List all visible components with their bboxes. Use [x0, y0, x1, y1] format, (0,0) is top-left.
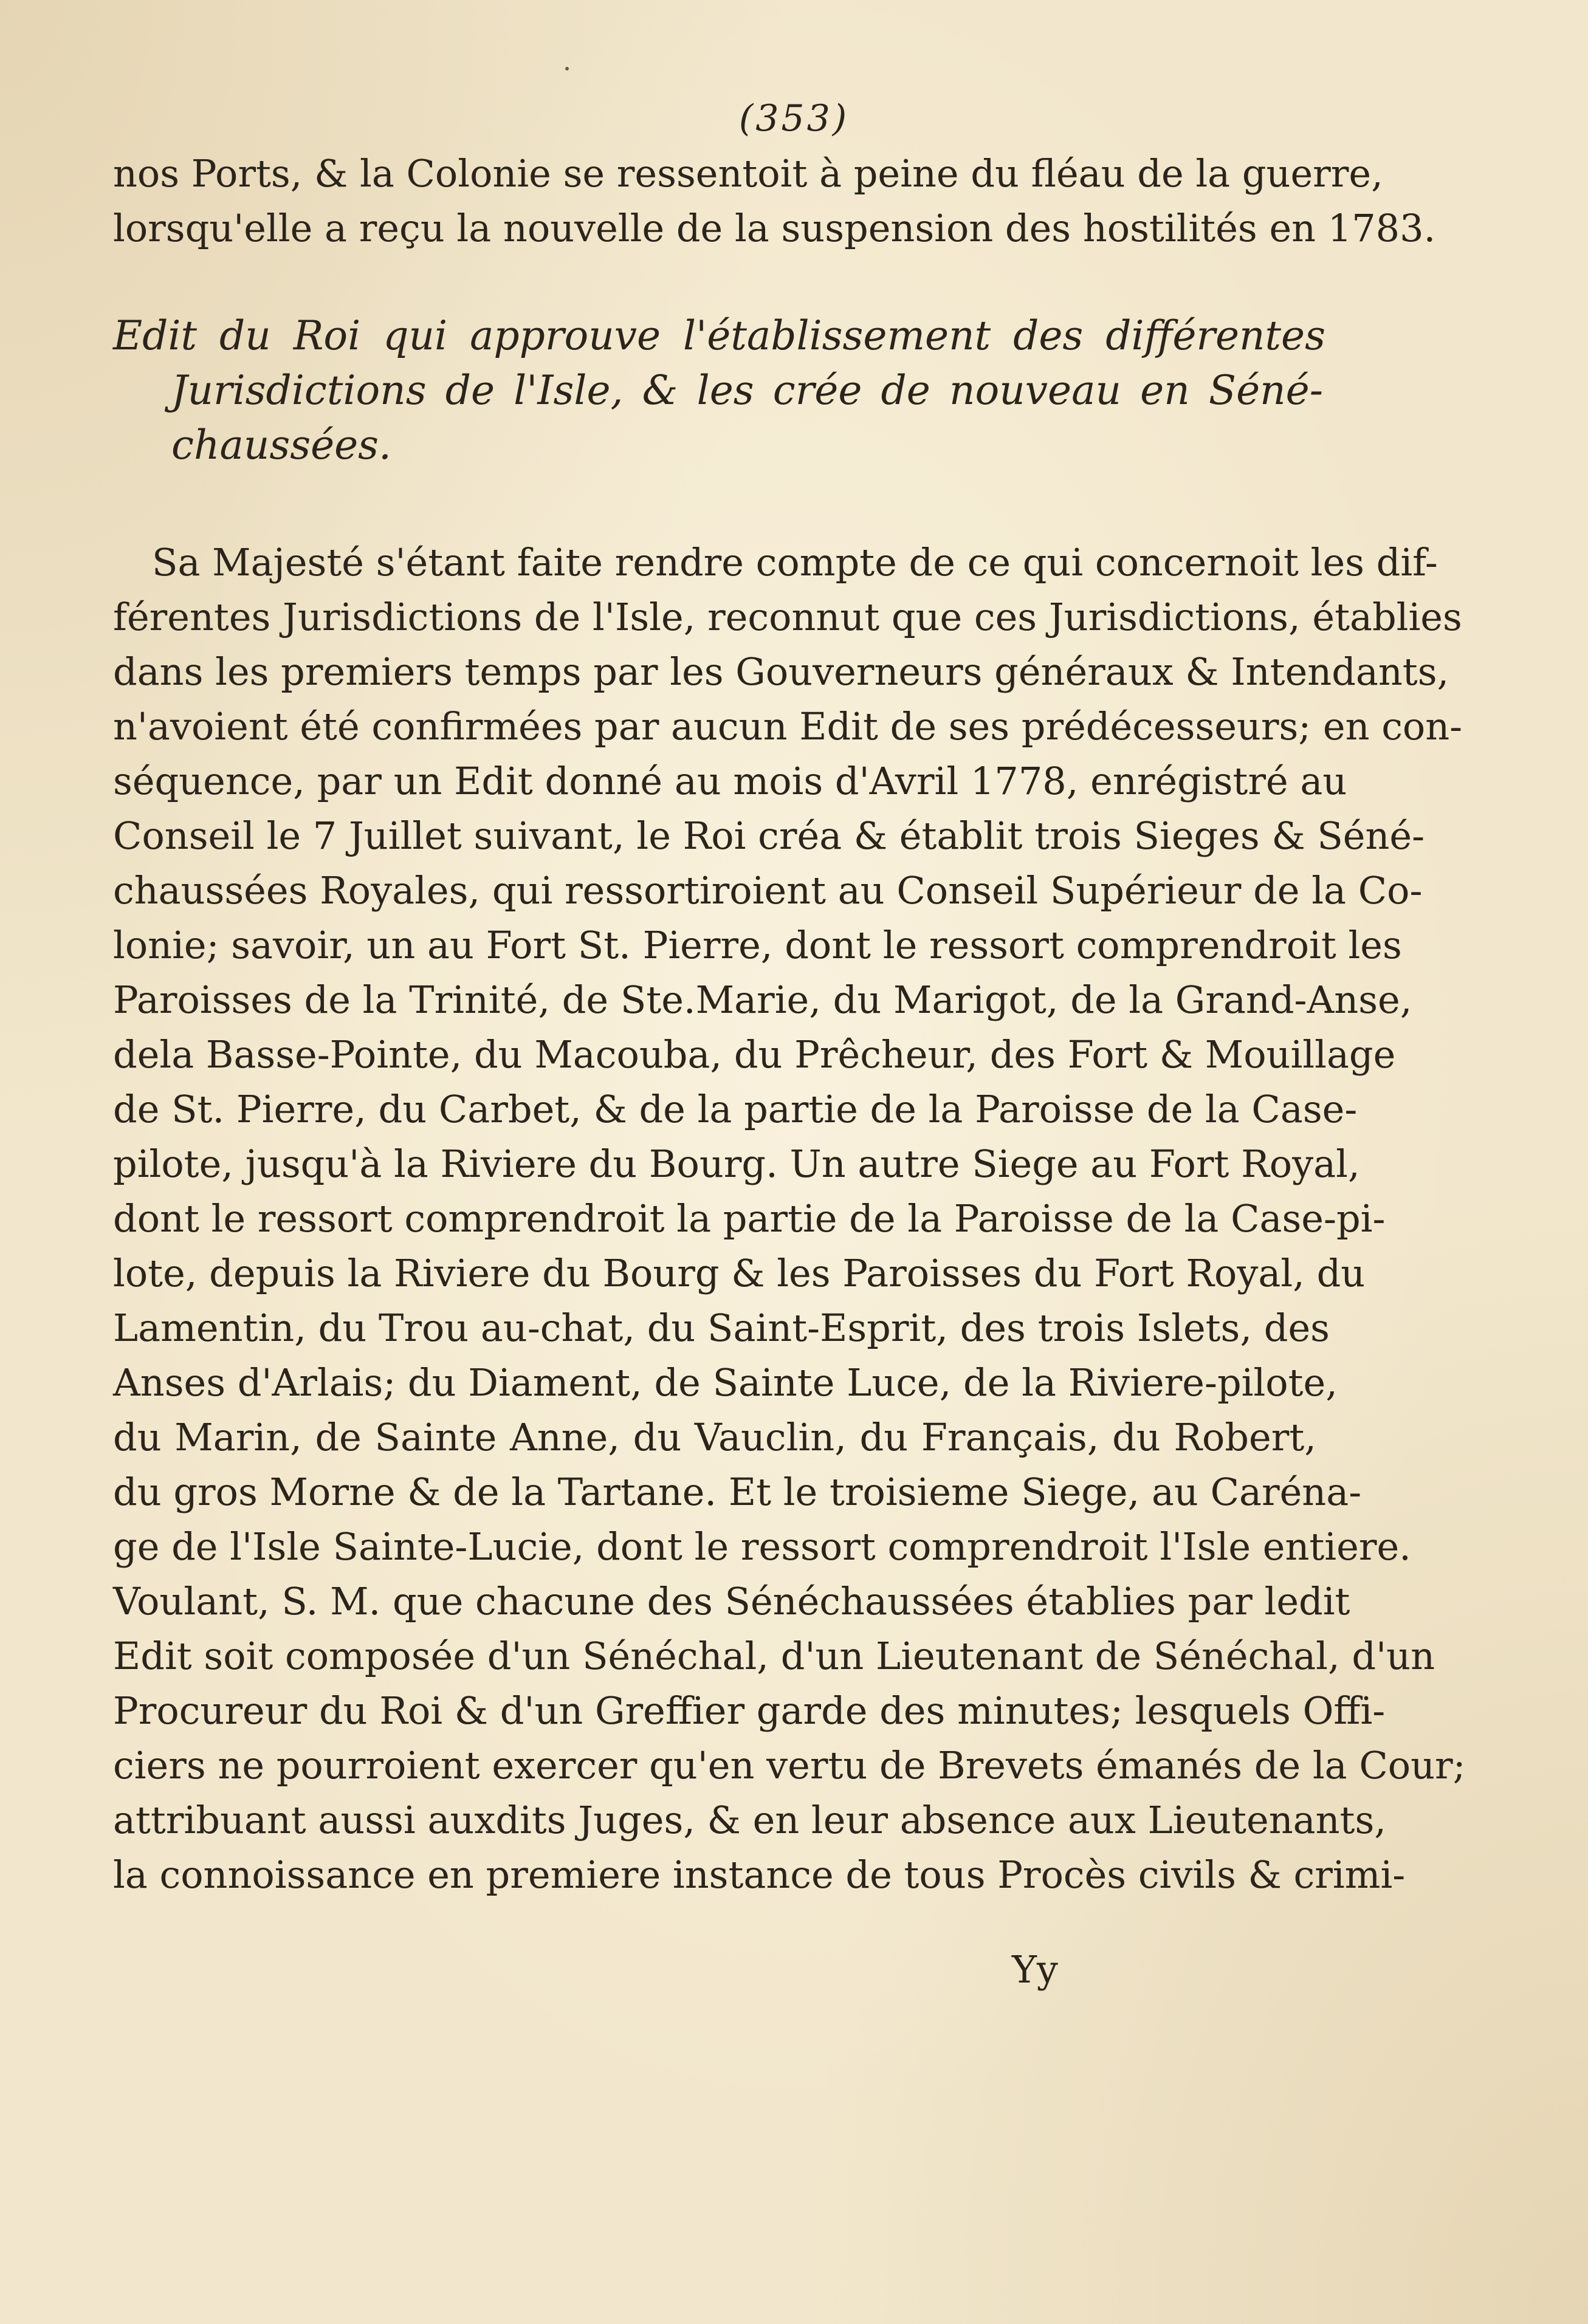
page-number: (353) [738, 97, 850, 140]
text-line: attribuant aussi auxdits Juges, & en leur absence aux Lieutenants, [113, 1798, 1386, 1842]
text-line: la connoissance en premiere instance de tous Procès civils & crimi- [113, 1853, 1406, 1897]
text-line: dela Basse-Pointe, du Macouba, du Prêcheur, des Fort & Mouillage [113, 1032, 1396, 1077]
heading-line: Edit du Roi qui approuve l'établissement des différentes [113, 312, 1325, 359]
text-line: dont le ressort comprendroit la partie de la Paroisse de la Case-pi- [113, 1196, 1386, 1241]
text-line: Paroisses de la Trinité, de Ste.Marie, du Marigot, de la Grand-Anse, [113, 978, 1412, 1022]
ink-speck [565, 67, 569, 70]
text-line: lote, depuis la Riviere du Bourg & les Paroisses du Fort Royal, du [113, 1251, 1366, 1295]
text-line: n'avoient été confirmées par aucun Edit de ses prédécesseurs; en con- [113, 704, 1463, 749]
text-line: Voulant, S. M. que chacune des Sénéchaussées établies par ledit [113, 1579, 1350, 1623]
text-line: nos Ports, & la Colonie se ressentoit à peine du fléau de la guerre, [113, 151, 1383, 196]
text-line: férentes Jurisdictions de l'Isle, reconnut que ces Jurisdictions, établies [113, 595, 1462, 639]
text-line: du gros Morne & de la Tartane. Et le troisieme Siege, au Caréna- [113, 1470, 1362, 1514]
text-line: Lamentin, du Trou au-chat, du Saint-Esprit, des trois Islets, des [113, 1306, 1330, 1350]
text-line: ge de l'Isle Sainte-Lucie, dont le ressort comprendroit l'Isle entiere. [113, 1524, 1411, 1569]
text-line: Conseil le 7 Juillet suivant, le Roi créa & établit trois Sieges & Séné- [113, 814, 1425, 858]
text-line: dans les premiers temps par les Gouverneurs généraux & Intendants, [113, 650, 1449, 694]
text-line: Sa Majesté s'étant faite rendre compte de ce qui concernoit les dif- [152, 540, 1438, 584]
text-line: du Marin, de Sainte Anne, du Vauclin, du Français, du Robert, [113, 1415, 1316, 1459]
text-line: pilote, jusqu'à la Riviere du Bourg. Un autre Siege au Fort Royal, [113, 1142, 1360, 1186]
heading-line: chaussées. [171, 422, 392, 468]
text-line: Anses d'Arlais; du Diament, de Sainte Luce, de la Riviere-pilote, [113, 1360, 1338, 1405]
text-line: de St. Pierre, du Carbet, & de la partie de la Paroisse de la Case- [113, 1087, 1358, 1131]
text-line: lonie; savoir, un au Fort St. Pierre, dont le ressort comprendroit les [113, 923, 1402, 967]
text-line: lorsqu'elle a reçu la nouvelle de la suspension des hostilités en 1783. [113, 206, 1436, 250]
text-line: séquence, par un Edit donné au mois d'Avril 1778, enrégistré au [113, 759, 1347, 803]
heading-line: Jurisdictions de l'Isle, & les crée de nouveau en Séné- [171, 367, 1323, 414]
text-line: Procureur du Roi & d'un Greffier garde des minutes; lesquels Offi- [113, 1688, 1386, 1733]
catchword: Yy [1012, 1947, 1058, 1992]
text-line: ciers ne pourroient exercer qu'en vertu de Brevets émanés de la Cour; [113, 1743, 1466, 1788]
text-line: Edit soit composée d'un Sénéchal, d'un Lieutenant de Sénéchal, d'un [113, 1634, 1435, 1678]
text-line: chaussées Royales, qui ressortiroient au Conseil Supérieur de la Co- [113, 868, 1423, 913]
